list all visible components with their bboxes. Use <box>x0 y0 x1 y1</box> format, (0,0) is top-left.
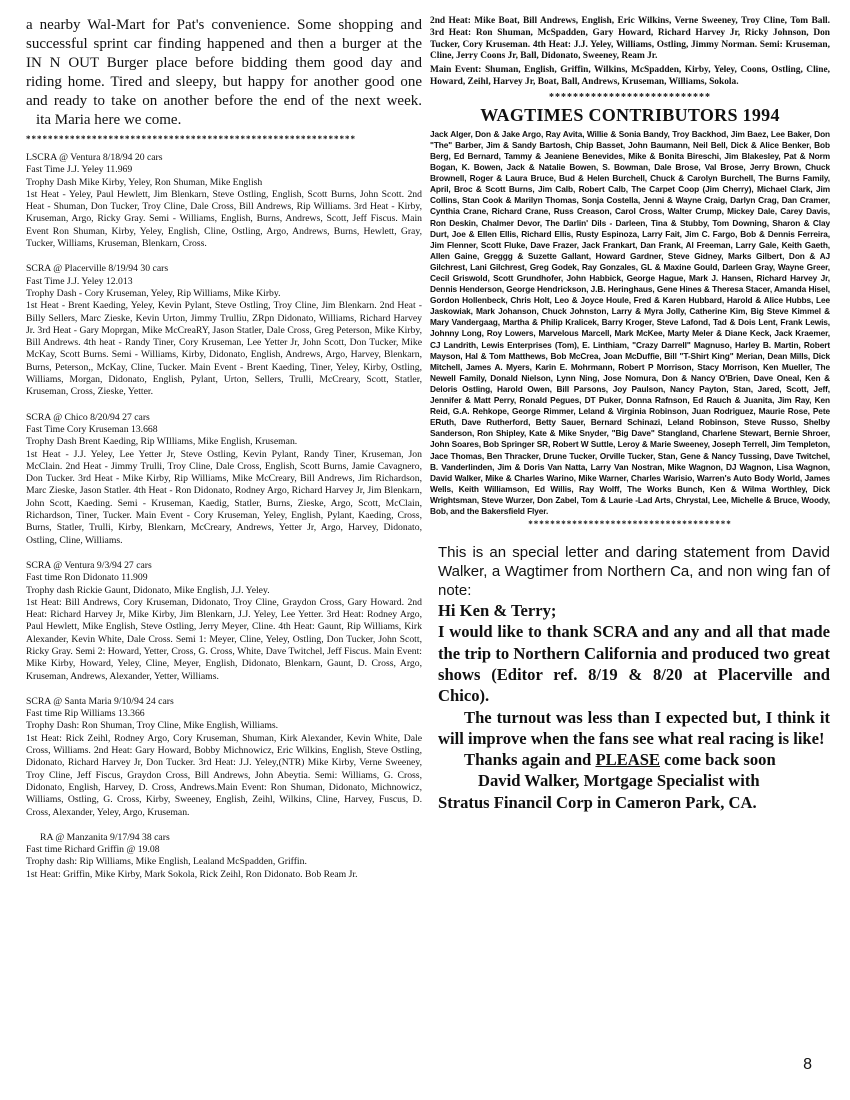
race-header: RA @ Manzanita 9/17/94 38 cars <box>40 831 170 843</box>
race-header: LSCRA @ Ventura 8/18/94 20 cars <box>26 152 163 163</box>
right-column <box>430 16 830 813</box>
race-body: 1st Heat - J.J. Yeley, Lee Yetter Jr, Steve Ostling, Kevin Pylant, Randy Tiner, Kruseman, Jon McClain. 2nd Heat - Jimmy Trulli, Troy Cline, Dale Cross, English, Scott Burns, Jamie Cavagnero, Don Tucker. 3rd Heat - Mike Kirby, Rip Williams, Mike McCreary, Bill Andrews, Jim Richardson, Marc Zieske, Jason Statler. 4th Heat - Ron Didonato, Rodney Argo, Richard Harvey Jr, Jim Blenkarn, John Scott, Kaeding. Semi - Kruseman, Kaedig, Statler, Burns, Zieske, Argo, Scott, McClain, Richardson, Tiner, Tucker. Main Event - Cory Kruseman, Yeley, English, Pylant, Kaeding, Cross, Burns, Statler, Trulli, Kirby, Blenkarn, McCreary, Andrews, Yetter Jr, Argo, Harvey, Didonato, Ostling, Cline, Williams. <box>26 448 422 546</box>
race-fast-time: Fast time Richard Griffin @ 19.08 <box>26 844 160 856</box>
race-result-ventura-0903 <box>26 560 422 683</box>
race-header: SCRA @ Placerville 8/19/94 30 cars <box>26 263 169 275</box>
race-result-chico-0820 <box>26 412 422 547</box>
race-fast-time: Fast time Ron Didonato 11.909 <box>26 572 148 584</box>
race-result-ventura-0818 <box>26 152 422 250</box>
race-fast-time: Fast Time Cory Kruseman 13.668 <box>26 423 158 435</box>
race-fast-time: Fast time Rip Williams 13.366 <box>26 708 145 720</box>
left-column <box>26 16 422 894</box>
intro-line: ita Maria here we come. <box>36 112 182 128</box>
letter-closing <box>438 749 830 770</box>
race-trophy-dash: Trophy Dash Mike Kirby, Yeley, Ron Shuman, Mike English <box>26 176 263 188</box>
letter-greeting: Hi Ken & Terry; <box>438 601 557 621</box>
intro-line: and ready to take on another before the end of the next week. <box>26 93 422 109</box>
letter-intro: This is an special letter and daring statement from David Walker, a Wagtimer from Northern Ca, and non wing fan of note: <box>438 544 830 600</box>
race-body: 1st Heat: Rick Zeihl, Rodney Argo, Cory Kruseman, Shuman, Kirk Alexander, Kevin White, Dale Cross, Williams. 2nd Heat: Gary Howard, Bobby Michnowicz, Eric Wilkins, English, Steve Ostling, Didonato, Richard Harvey Jr, Don Tucker. 3rd Heat: J.J. Yeley,(NTR) Mike Kirby, Verne Sweeney, Troy Cline, Jeff Fiscus, Graydon Cross, Bill Andrews, John Abeytia. Semi: Williams, G. Cross, Didonato, English, Harvey, D. Cross, Andrews.Main Event: Ron Shuman, Didonato, Michnowicz, Williams, Ostling, G. Cross, Kirby, Sweeney, English, Zeihl, Wilkins, Cline, Harvey, Fuscus, D. Cross, Alexander, Yeley, Argo, Kruseman. <box>26 732 422 818</box>
letter-signature: David Walker, Mortgage Specialist with <box>478 771 760 791</box>
main-event-results: Main Event: Shuman, English, Griffin, Wilkins, McSpadden, Kirby, Yeley, Coons, Ostling, Cline, Howard, Zeihl, Harvey Jr, Boat, Ball, Andrews, Kruseman, Williams, Sokola. <box>430 65 830 87</box>
intro-line: a nearby Wal-Mart for Pat's convenience. Some shopping and <box>26 17 422 33</box>
star-divider: ************************************* <box>528 519 732 530</box>
intro-paragraph <box>26 16 422 130</box>
race-result-manzanita-0917 <box>26 832 422 881</box>
letter-body <box>430 600 830 813</box>
race-fast-time: Fast Time J.J. Yeley 11.969 <box>26 164 133 176</box>
star-divider: *************************** <box>549 91 711 103</box>
race-result-santa-maria-0910 <box>26 696 422 819</box>
letter-signature: Stratus Financil Corp in Cameron Park, CA. <box>438 792 757 812</box>
race-header: SCRA @ Ventura 9/3/94 27 cars <box>26 559 152 571</box>
race-body: 1st Heat: Bill Andrews, Cory Kruseman, Didonato, Troy Cline, Graydon Cross, Gary Howard. 2nd Heat: Richard Harvey Jr, Mike Kirby, Jim Blenkarn, J.J. Yeley, Lee Yetter. 3rd Heat: Rodney Argo, Paul Hewlett, Mike English, Steve Ostling, Jerry Meyer, Cline. 4th Heat: Gaunt, Rip Williams, Kirk Alexander, Kevin White, Dale Cross. Semi 1: Meyer, Cline, Yeley, Ostling, Don Tucker, John Scott, Ricky Gray. Semi 2: Howard, Yetter, Cross, G. Cross, White, Dave Twitchel, Jeff Fiscus. Main Event: Mike Kirby, Howard, Yeley, Cline, Meyer, English, Didonato, Blenkarn, Gaunt, D. Cross, Argo, Kruseman, Andrews, Alexander, Yetter, Williams. <box>26 596 422 682</box>
intro-line: successful sprint car finding happened and then a burger at the <box>26 36 422 52</box>
letter-closing-post: come back soon <box>660 750 776 770</box>
letter-paragraph: The turnout was less than I expected but, I think it will improve when the fans see what real racing is like! <box>438 707 830 748</box>
intro-line: riding home. Tired and sleepy, but happy for another good one <box>26 74 422 90</box>
race-result-placerville-0819 <box>26 263 422 398</box>
race-fast-time: Fast Time J.J. Yeley 12.013 <box>26 275 133 287</box>
race-body: 1st Heat - Yeley, Paul Hewlett, Jim Blenkarn, Steve Ostling, English, Scott Burns, John Scott. 2nd Heat - Shuman, Don Tucker, Troy Cline, Dale Cross, Bill Andrews, Rip Williams. 3rd Heat - Kirby, Kruseman, Argo, Ricky Gray. Semi - Williams, English, Burns, Andrews, Scott, Jeff Fiscus. Main Event Ron Shuman, Kirby, Yeley, English, Cline, Ostling, Argo, Andrews, Burns, Hewlett, Gray, Tucker, Williams, Kruseman, Blenkarn, Cross. <box>26 188 422 250</box>
race-body: 1st Heat: Griffin, Mike Kirby, Mark Sokola, Rick Zeihl, Ron Didonato. Bob Ream Jr. <box>26 868 358 880</box>
race-trophy-dash: Trophy Dash: Ron Shuman, Troy Cline, Mike English, Williams. <box>26 720 279 732</box>
contributors-list: Jack Alger, Don & Jake Argo, Ray Avita, Willie & Sonia Bandy, Troy Backhod, Jim Baez, Lee Baker, Don "The" Barber, Jim & Sandy Bartosh, Chip Basset, John Baumann, Neil Bell, Dick & Alice Benker, Bob Berg, Ed Bernard, Tammy & Jeaniene Benevides, Mike & Bonita Bireschi, Jim Blakesley, Pat & Norm Bogan, K. Bowen, Jack & Natalie Bowen, S. Bowman, Dale Brose, Val Brose, Jerry Brown, Chuck Brownell, Roger & Laura Bruce, Bud & Helen Burchell, Chuck & Carolyn Burchell, The Burns Family, April, Broc & Scott Burns, Jim Calb, Robert Calb, The Carpet Coop (Jim Cherry), Michael Clark, Jim Collins, Stan Cook & Marilyn Thomas, Sonja Costella, Jenni & Wayne Craig, Darlyn Crag, Dan Cramer, Cynthia Crane, Richard Crane, Russ Creason, Carol Cross, Walter Crump, Mickey Dale, Carey Davis, Ron Deskin, Chalmer Devor, The Darlin' Dils - Darleen, Tina & Stubby, Tom Downing, Sharon & Clay Durt, Joe & Ellen Ellis, Richard Ellis, Rusty Espinoza, Larry Fait, Jim C. Fargo, Bob & Dennis Ferreira, Jim Flenner, Scott Fluke, Dave Frazer, Jack Frankart, Dan Frank, Al Freeman, Larry Gale, Keith Gaeth, Allen Gaine, Greggg & Suzette Gallant, Howard Gardner, Steve Gidney, Marks Gilbert, Don & AJ Gilchrest, Lani Gilchrest, Greg Godek, Ray Gonzales, GL & Maxine Gould, Darleen Gray, Wayne Greer, Cecil Griswold, Scott Grundhofer, John Habbick, George Hague, Mark J. Hansen, Richard Harvey Jr, Dennis Henderson, George Hendrickson, J.B. Heringhaus, Gene Hines & Theresa Stacer, Amanda Hisel, Gordon Hollenbeck, Chris Holt, Leo & Joyce Houle, Fred & Karen Hubbard, Harold & Alice Hubbs, Lee Jaskowiak, Mark Johanson, Chuck Johnston, Larry & Myra Jolly, Catherine Kim, Big Steve Kimmel & Mary Vandergaag, Martha & Philip Kralicek, Barry Kroger, Steve Lafond, Tad & Dois Lent, Frank Lewis, Johnny Long, Roy Lowers, Marvelous Marcell, Mark McKee, Marty Meler & Diane Keck, Jack Kraemer, CJ Landrith, Lewis Enterprises (Tom), E. Linthiam, "Crazy Darrell" Magnuso, Harley B. Martin, Robert Mayson, Hal & Tom Matthews, Bob McCrea, Joan McDuffie, Bill "T-Shirt King" Merian, Dean Mills, Dick Mitchell, James A. Myers, Karin E. Mohrmann, Robert P Morrison, Stacy Morrison, Ken Mueller, The Newell Family, Donald Nielson, Lynn Ning, Jose Nomura, Don & Nancy O'Brien, Dave Oneal, Ken & Deloris Ostling, Harold Owen, Bill Parsons, Joy Paulson, Nancy Payton, Stan, Jared, Scott, Jeff, Jennifer & Matt Perry, Ronald Pegues, DT Puker, Donna Rafnson, Ed Rauch & Juanita, Jim Ray, Ken Reid, G.A. Rehkope, George Rimmer, Leland & Virginia Robinson, Juan Rodriguez, Maurie Rose, Pete ERuth, Dave Rutherford, Betty Sauer, Bernard Schinazi, Leland Robinson, Steve Russo, Shelby Sanderson, Ron Shipley, Kate & Mike Snyder, "Big Dave" Stangland, Charlene Stewart, Bernie Shroer, John Soares, Bob Springer SR, Robert W Suttle, Leroy & Marie Sweeney, Joseph Terrell, Jim Templeton, Jace Thomas, Ben Thracker, Drune Tucker, Orville Tucker, Stan, Gene & Nancy Tussing, Dave Twitchel, B. Vanderlinden, Jim & Doris Van Natta, Larry Van Nostran, Mike Wagnon, DJ Wagnon, Lisa Wagnon, David Walker, Mike & Charles Warino, Mike Warner, Charles Warisio, Warren's Auto Body World, James Wells, Keith Williamson, Ed Willis, Ray Wolff, The Works Bunch, Ken & Wilma Worthley, Dick Wrightsman, Steve Wurzer, Don Zabel, Tom & Laurie -Lad Arts, Chrystal, Lee, Michelle & Bruce, Woody, Bob, and the Bakersfield Flyer. <box>430 128 830 516</box>
letter-closing-pre: Thanks again and <box>464 750 596 770</box>
heat-results: 2nd Heat: Mike Boat, Bill Andrews, English, Eric Wilkins, Verne Sweeney, Troy Cline, Tom Ball. 3rd Heat: Ron Shuman, McSpadden, Gary Howard, Richard Harvey Jr, Ricky Johnson, Don Tucker, Cory Kruseman. 4th Heat: J.J. Yeley, Williams, Ostling, Jimmy Norman. Semi: Kruseman, Cline, Jerry Coons Jr, Ball, Didonato, Sweeney, Ream Jr. <box>430 16 830 62</box>
page-number: 8 <box>803 1056 812 1073</box>
race-trophy-dash: Trophy Dash - Cory Kruseman, Yeley, Rip Williams, Mike Kirby. <box>26 287 281 299</box>
race-header: SCRA @ Santa Maria 9/10/94 24 cars <box>26 695 174 707</box>
race-trophy-dash: Trophy dash: Rip Williams, Mike English, Lealand McSpadden, Griffin. <box>26 856 307 868</box>
star-divider: ************************************************************ <box>26 134 356 144</box>
race-trophy-dash: Trophy dash Rickie Gaunt, Didonato, Mike English, J.J. Yeley. <box>26 584 270 596</box>
letter-paragraph: I would like to thank SCRA and any and all that made the trip to Northern California and produced two great shows (Editor ref. 8/19 & 8/20 at Placerville and Chico). <box>438 622 830 706</box>
letter-closing-emphasis: PLEASE <box>595 750 660 770</box>
contributors-title: WAGTIMES CONTRIBUTORS 1994 <box>480 104 780 125</box>
race-body: 1st Heat - Brent Kaeding, Yeley, Kevin Pylant, Steve Ostling, Troy Cline, Jim Blenkarn. 2nd Heat - Billy Sellers, Marc Zieske, Kevin Urton, Jimmy Trulliu, ZRpn Didonato, Williams, Richard Harvey Jr. 3rd Heat - Gary Moprgan, Mike McCreaRY, Jason Statler, Dale Cross, Greg Peterson, Mike Kirby, Bill Andrews. 4th heat - Randy Tiner, Cory Kruseman, Lee Yetter Jr, John Scott, Don Tucker, Mike McKay, Scott Burns. Semi - Williams, Kirby, Didonato, English, Andrews, Argo, Harvey, Blenkarn, Burns, Peterson,, McKay, Cline, Tucker. Main Event - Brent Kaeding, Tiner, Yeley, Kirby, Ostling, Williams, Morgan, Didonato, English, Pylant, Urton, Sellers, Trulli, McCreary, Scott, Statler, Kruseman, Cross, Zieske, Yetter. <box>26 300 422 398</box>
manzanita-continued <box>430 16 830 89</box>
race-trophy-dash: Trophy Dash Brent Kaeding, Rip WIlliams, Mike English, Kruseman. <box>26 436 298 448</box>
race-header: SCRA @ Chico 8/20/94 27 cars <box>26 411 150 423</box>
intro-line: IN N OUT Burger place before bidding them good day and <box>26 55 422 71</box>
